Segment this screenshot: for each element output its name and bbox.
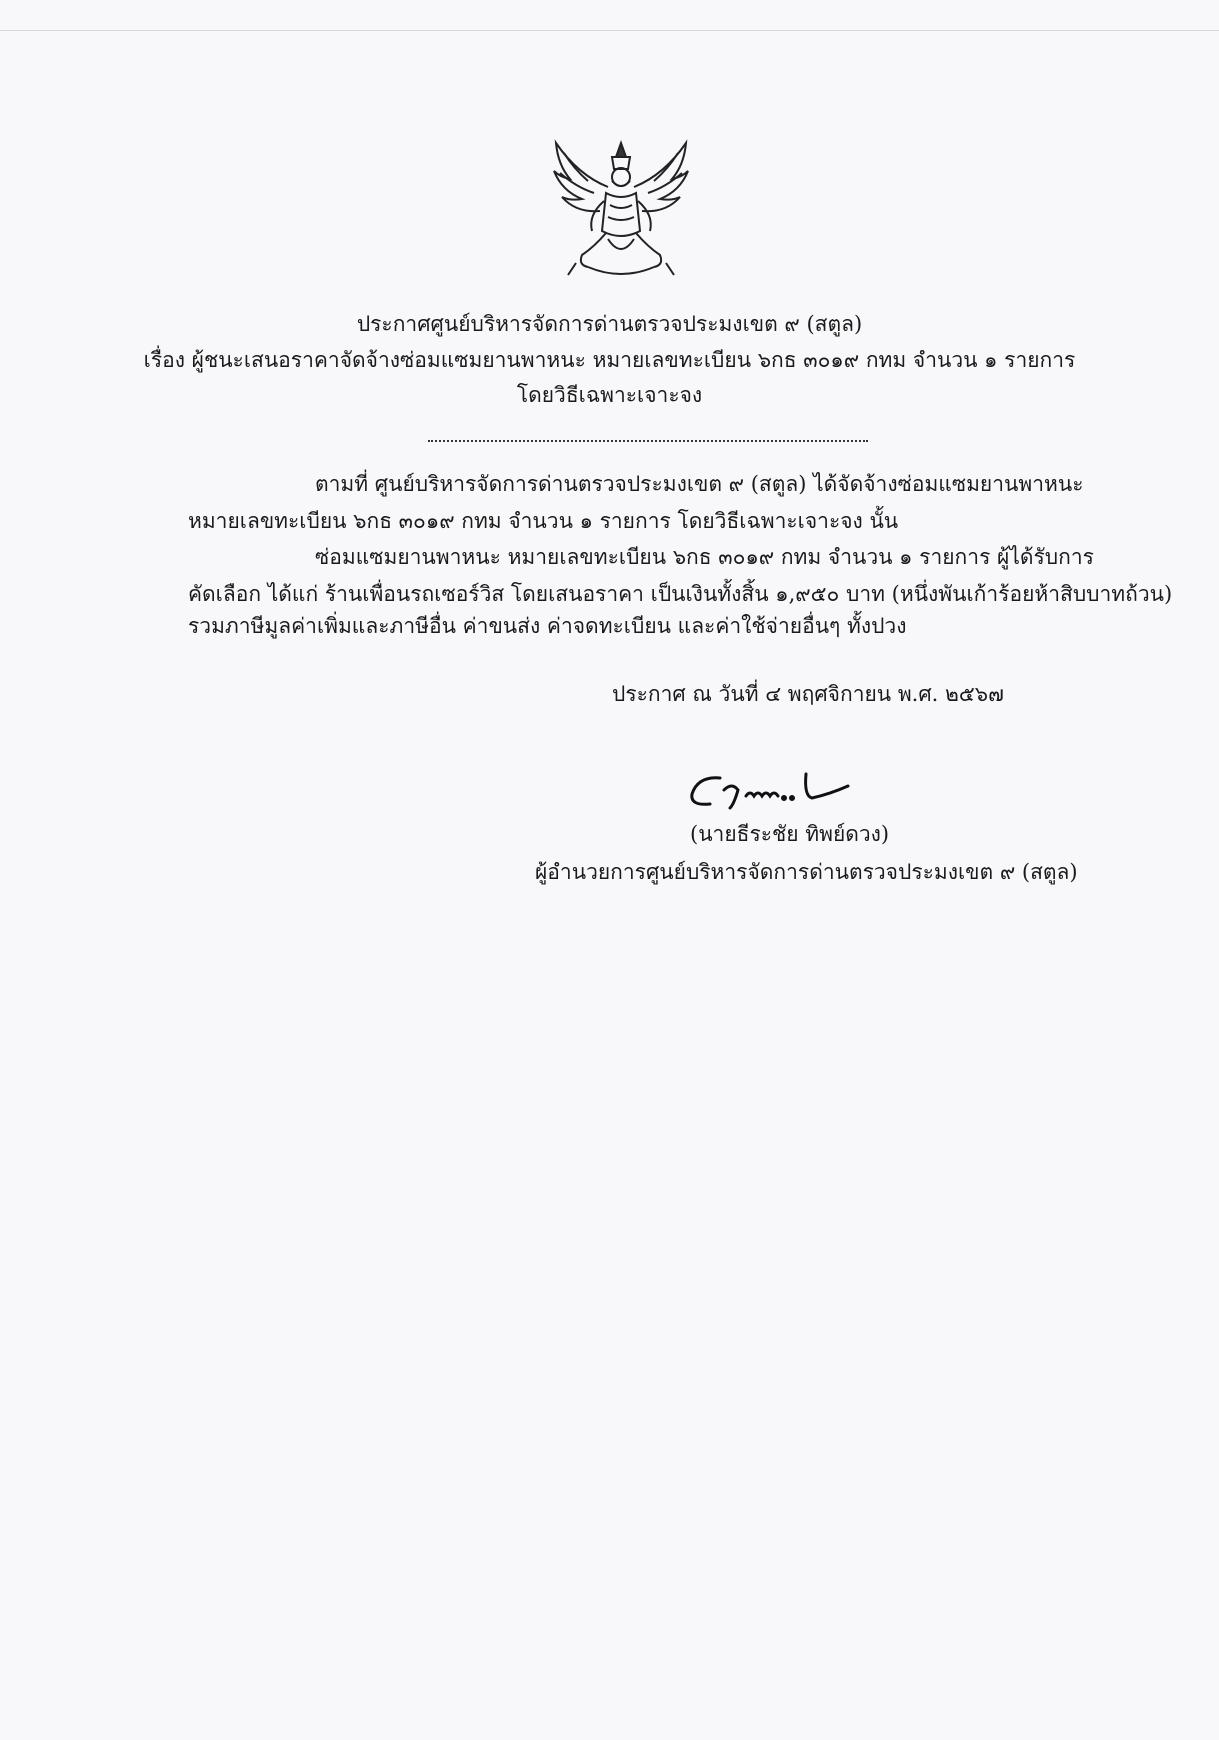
announcement-title: ประกาศศูนย์บริหารจัดการด่านตรวจประมงเขต ๙ (สตูล) [356,312,863,336]
body-line-2: หมายเลขทะเบียน ๖กธ ๓๐๑๙ กทม จำนวน ๑ รายการ โดยวิธีเฉพาะเจาะจง นั้น [188,509,899,533]
body-line-4: คัดเลือก ได้แก่ ร้านเพื่อนรถเซอร์วิส โดยเสนอราคา เป็นเงินทั้งสิ้น ๑,๙๕๐ บาท (หนึ่งพันเก้าร้อยห้าสิบบาทถ้วน) [188,582,1173,606]
signatory-name: (นายธีระชัย ทิพย์ดวง) [690,822,890,846]
body-line-1: ตามที่ ศูนย์บริหารจัดการด่านตรวจประมงเขต ๙ (สตูล) ได้จัดจ้างซ่อมแซมยานพาหนะ [315,472,1084,496]
procurement-method: โดยวิธีเฉพาะเจาะจง [516,383,703,407]
body-line-3: ซ่อมแซมยานพาหนะ หมายเลขทะเบียน ๖กธ ๓๐๑๙ กทม จำนวน ๑ รายการ ผู้ได้รับการ [315,545,1094,569]
signatory-position: ผู้อำนวยการศูนย์บริหารจัดการด่านตรวจประมงเขต ๙ (สตูล) [535,860,1078,884]
scan-edge-line [0,30,1219,31]
garuda-emblem-icon [548,135,694,283]
handwritten-signature [680,760,880,820]
announcement-subject: เรื่อง ผู้ชนะเสนอราคาจัดจ้างซ่อมแซมยานพาหนะ หมายเลขทะเบียน ๖กธ ๓๐๑๙ กทม จำนวน ๑ รายการ [143,348,1076,372]
dotted-separator [428,420,868,442]
announcement-date: ประกาศ ณ วันที่ ๔ พฤศจิกายน พ.ศ. ๒๕๖๗ [612,682,1004,706]
body-line-5: รวมภาษีมูลค่าเพิ่มและภาษีอื่น ค่าขนส่ง ค่าจดทะเบียน และค่าใช้จ่ายอื่นๆ ทั้งปวง [188,614,907,638]
